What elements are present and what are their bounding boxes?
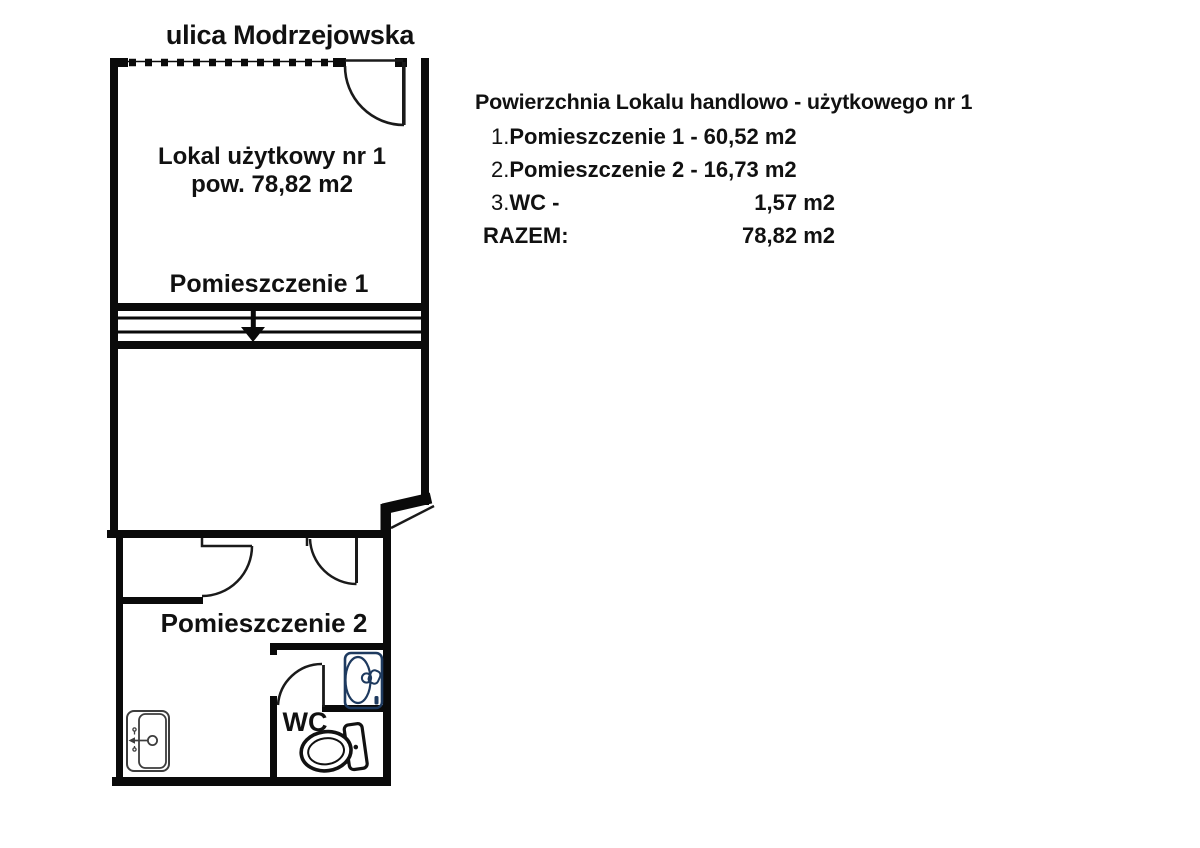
wall xyxy=(421,58,429,505)
area-total-value: 78,82 m2 xyxy=(742,223,835,248)
wall xyxy=(333,58,346,67)
door-swing-arc xyxy=(310,539,357,584)
entrance-door xyxy=(345,61,406,126)
storefront-window xyxy=(118,62,345,63)
sink-icon xyxy=(127,711,169,771)
wall xyxy=(110,58,118,538)
door-leaf xyxy=(402,62,406,125)
sink-tap-cold xyxy=(133,746,136,751)
entrance-steps xyxy=(118,311,421,342)
washbasin-drain xyxy=(375,696,379,705)
room1-label: Pomieszczenie 1 xyxy=(169,270,369,298)
street-name-label: ulica Modrzejowska xyxy=(165,20,415,50)
arrow-shaft xyxy=(251,311,256,328)
door-swing-arc xyxy=(345,66,404,125)
wall xyxy=(383,530,391,786)
wall xyxy=(270,643,277,655)
area-row-value: 60,52 m2 xyxy=(703,124,797,149)
area-row-value: 1,57 m2 xyxy=(754,190,835,215)
wall xyxy=(107,530,391,538)
sink-tap-hot xyxy=(133,728,136,735)
door-swing-arc xyxy=(202,546,252,596)
wall xyxy=(110,303,429,311)
room1-name-label: Lokal użytkowy nr 1 xyxy=(157,143,387,170)
washbasin-bowl xyxy=(346,657,371,703)
area-row-name: Pomieszczenie 2 - xyxy=(509,157,698,182)
area-row-name: Pomieszczenie 1 - xyxy=(509,124,698,149)
area-total-label: RAZEM: xyxy=(483,223,569,248)
room2-right-door xyxy=(307,538,357,584)
room1-area-label: pow. 78,82 m2 xyxy=(191,171,353,198)
wc-door xyxy=(278,664,324,707)
room2-label: Pomieszczenie 2 xyxy=(160,608,368,638)
wc-label: WC xyxy=(282,707,328,737)
step-line xyxy=(118,331,421,334)
area-row-index: 1. xyxy=(491,124,510,149)
wall xyxy=(110,58,128,67)
upper-block-walls xyxy=(107,58,429,538)
room2-left-door xyxy=(202,538,252,596)
area-row-index: 2. xyxy=(491,157,510,182)
wall xyxy=(270,696,277,786)
area-row-value: 16,73 m2 xyxy=(703,157,797,182)
area-summary-title: Powierzchnia Lokalu handlowo - użytkowego nr 1 xyxy=(475,90,973,114)
door-leaf xyxy=(202,538,252,546)
entrance-arrow-icon xyxy=(241,327,265,342)
wall xyxy=(110,341,429,349)
sink-spout-arrow xyxy=(129,737,136,743)
wall xyxy=(270,643,391,650)
sink-drain xyxy=(148,736,157,745)
washbasin-icon xyxy=(345,653,382,708)
wall xyxy=(112,777,391,786)
door-leaf xyxy=(383,498,431,509)
area-row-name: WC - xyxy=(509,190,560,215)
wall xyxy=(116,597,203,604)
area-row-index: 3. xyxy=(491,190,510,215)
step-line xyxy=(118,317,421,320)
door-swing-arc xyxy=(278,664,322,705)
wall xyxy=(116,530,123,786)
